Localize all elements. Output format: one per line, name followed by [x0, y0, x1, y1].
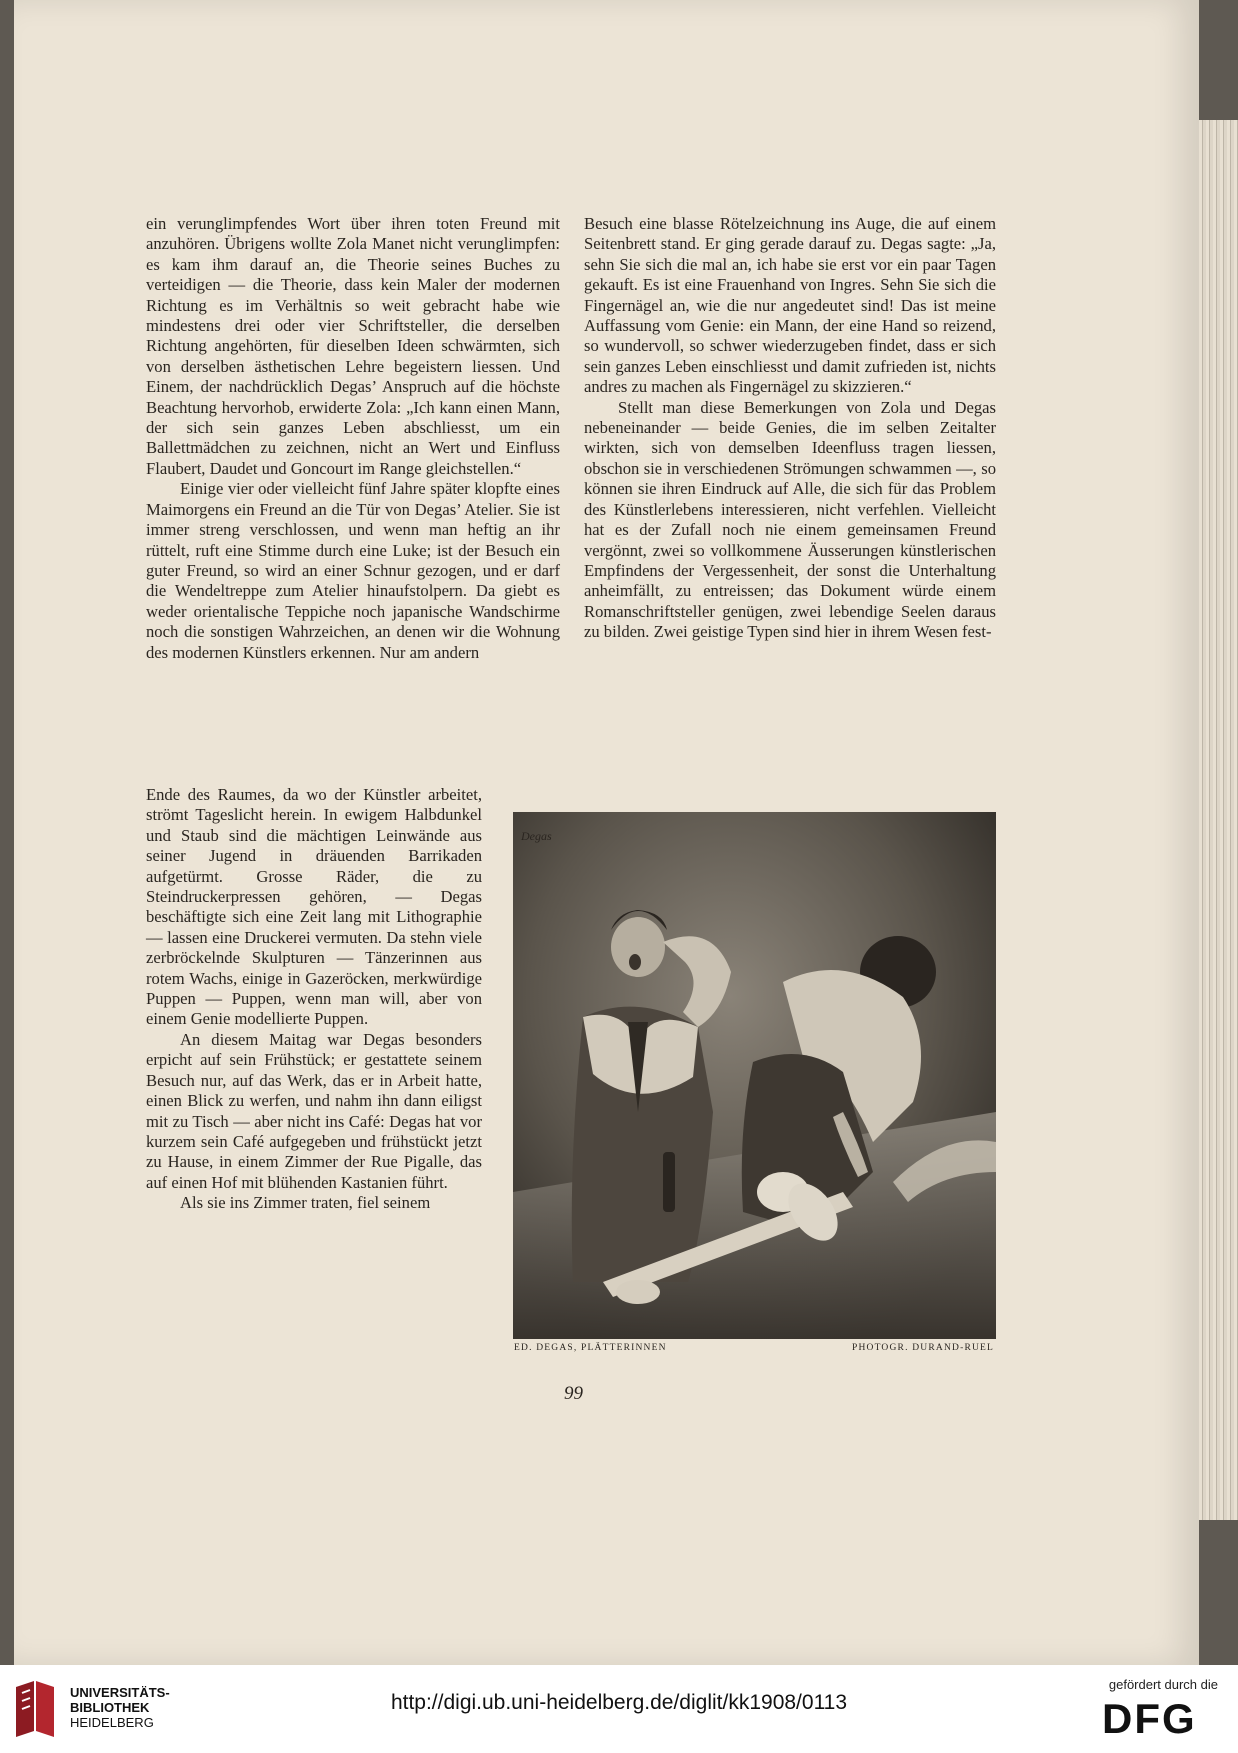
- viewer-footer: [0, 1665, 1238, 1753]
- left-column: [146, 214, 560, 663]
- library-name-line: BIBLIOTHEK: [70, 1700, 150, 1715]
- paragraph: An diesem Maitag war Degas besonders erpicht auf sein Frühstück; er gestattete seinem Besuch nur, auf das Werk, das er in Arbeit hatte, einen Blick zu werfen, und nahm ihn dann eiligst mit zu Tisch — aber nicht ins Café: Degas hat vor kurzem sein Café aufgegeben und frühstückt jetzt zu Hause, in einem Zimmer der Rue Pigalle, das auf einen Hof mit blühenden Kastanien führt.: [146, 1029, 482, 1192]
- paragraph: Besuch eine blasse Rötelzeichnung ins Auge, die auf einem Seitenbrett stand. Er ging gerade darauf zu. Degas sagte: „Ja, sehn Sie sich die mal an, ich habe sie erst vor ein paar Tagen gekauft. Es ist eine Frauenhand von Ingres. Sehn Sie sich die Fingernägel an, wie die nur angedeutet sind! Das ist meine Auffassung vom Genie: ein Mann, der eine Hand so reizend, so wundervoll, so schwer wiederzugeben findet, dass er sich sein ganzes Leben einschliesst und damit zufrieden ist, nichts andres zu machen als Fingernägel zu skizzieren.“: [584, 214, 996, 397]
- page-stack-edge: [1199, 120, 1238, 1520]
- permalink-url[interactable]: http://digi.ub.uni-heidelberg.de/diglit/kk1908/0113: [390, 1691, 848, 1714]
- painting-illustration: [513, 812, 996, 1339]
- paragraph: Als sie ins Zimmer traten, fiel seinem: [180, 1193, 431, 1213]
- page-number: 99: [564, 1383, 583, 1404]
- ironing-women-painting: [513, 812, 996, 1339]
- dfg-logo-text: DFG: [1102, 1697, 1197, 1737]
- paragraph: Einige vier oder vielleicht fünf Jahre später klopfte eines Maimorgens ein Freund an die Tür von Degas’ Atelier. Sie ist immer streng verschlossen, und wenn man heftig an ihr rüttelt, ruft eine Stimme durch eine Luke; ist der Besuch ein guter Freund, so wird an einer Schnur gezogen, und er darf die Wendeltreppe zum Atelier hinaufstolpern. Da giebt es weder orientalische Teppiche noch japanische Wandschirme noch die sonstigen Wahrzeichen, an denen wir die Wohnung des modernen Künstlers erkennen. Nur am andern: [146, 479, 560, 662]
- painting-signature: Degas: [521, 829, 552, 843]
- right-column: [584, 214, 996, 643]
- paragraph: Ende des Raumes, da wo der Künstler arbeitet, strömt Tageslicht herein. In ewigem Halbdunkel und Staub sind die mächtigen Leinwände aus seiner Jugend in dräuenden Barrikaden aufgetürmt. Grosse Räder, die zu Steindruckerpressen gehören, — Degas beschäftigte sich eine Zeit lang mit Lithographie — lassen eine Druckerei vermuten. Da stehn viele zerbröckelnde Skulpturen — Tänzerinnen aus rotem Wachs, einige in Gazeröcken, merkwürdige Puppen — Puppen, wenn man will, aber von einem Genie modellierte Puppen.: [146, 785, 482, 1029]
- paragraph: ein verunglimpfendes Wort über ihren toten Freund mit anzuhören. Übrigens wollte Zola Manet nicht verunglimpfen: es kam ihm darauf an, die Theorie seines Buches zu verteidigen — die Theorie, dass kein Maler der modernen Richtung es im Verhältnis so weit gebracht habe wie mindestens drei oder vier Schriftsteller, die derselben Richtung angehörten, für dieselben Ideen schwärmten, sich von derselben ästhetischen Lehre begeistern liessen. Und Einem, der nachdrücklich Degas’ Anspruch auf die höchste Beachtung hervorhob, erwiderte Zola: „Ich kann einen Mann, der sich sein ganzes Leben abschliesst, um ein Ballettmädchen zu zeichnen, nicht an Wert und Einfluss Flaubert, Daudet und Goncourt im Range gleichstellen.“: [146, 214, 560, 478]
- book-page: [14, 0, 1199, 1665]
- paragraph: Stellt man diese Bemerkungen von Zola und Degas nebeneinander — beide Genies, die im selben Zeitalter wirkten, sich von demselben Ideenfluss tragen liessen, obschon sie in verschiedenen Strömungen schwammen —, so können sie ihren Eindruck auf Alle, die sich für das Problem des Künstlerlebens interessieren, nicht verfehlen. Vielleicht hat es der Zufall noch nie einem gemeinsamen Freund vergönnt, zwei so vollkommene Äusserungen künstlerischen Empfindens der Vergessenheit, der sonst die Unterhaltung anheimfällt, zu entreissen; das Dokument würde einem Romanschriftsteller genügen, zwei lebendige Seelen daraus zu bilden. Zwei geistige Typen sind hier in ihrem Wesen fest-: [584, 397, 996, 642]
- photo-credit: PHOTOGR. DURAND-RUEL: [852, 1343, 995, 1353]
- funding-label: gefördert durch die: [1108, 1677, 1218, 1692]
- library-name-line: UNIVERSITÄTS-: [70, 1685, 170, 1700]
- library-name-line: HEIDELBERG: [70, 1715, 154, 1730]
- figure-caption: ED. DEGAS, PLÄTTERINNEN: [514, 1343, 667, 1353]
- left-column-narrow: [146, 785, 482, 1214]
- dfg-logo-icon[interactable]: [1102, 1697, 1220, 1737]
